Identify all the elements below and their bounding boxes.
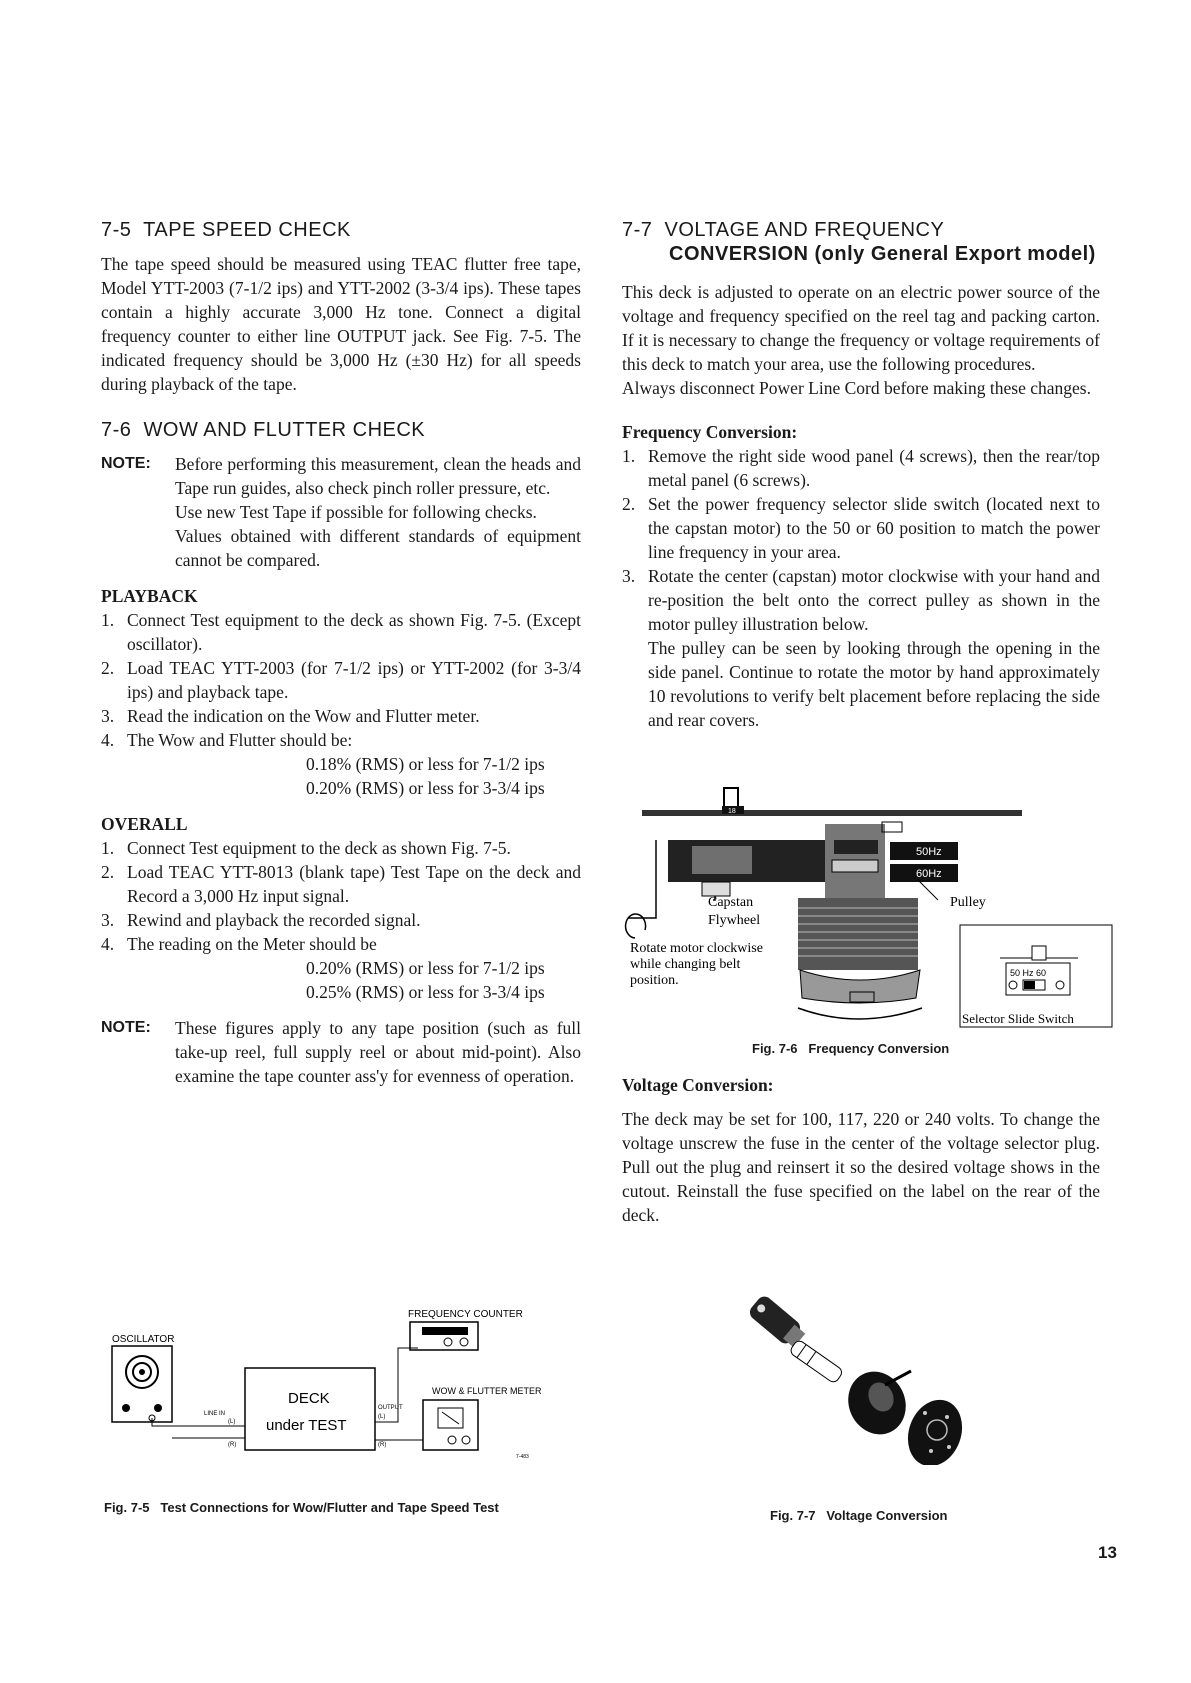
note-tape-position xyxy=(101,1016,581,1088)
line-in-label: LINE IN xyxy=(204,1411,226,1417)
playback-list xyxy=(101,608,581,752)
diagram-code: 7-483 xyxy=(516,1454,529,1460)
note-line: Before performing this measurement, clean the heads and Tape run guides, also check pinch roller pressure, etc. xyxy=(175,454,581,498)
list-item: 1. Remove the right side wood panel (4 screws), then the rear/top metal panel (6 screws). xyxy=(622,446,1100,490)
voltage-conversion-section xyxy=(622,1073,1100,1227)
output-r-label: (R) xyxy=(378,1442,387,1448)
selector-plug-illustration xyxy=(789,1339,844,1384)
capstan-label: Capstan xyxy=(708,895,754,910)
section-7-7-intro: This deck is adjusted to operate on an electric power source of the voltage and frequency specified on the reel tag and packing carton. If it is necessary to change the frequency or voltage requirements of this deck to match your area, use the following procedures. xyxy=(622,282,1100,374)
output-label: OUTPUT xyxy=(378,1405,403,1411)
overall-spec: 0.25% (RMS) or less for 3-3/4 ips xyxy=(306,982,545,1002)
note-line: Use new Test Tape if possible for following checks. xyxy=(175,502,537,522)
oscillator-box xyxy=(112,1346,172,1422)
list-item: 1. Connect Test equipment to the deck as shown Fig. 7-5. xyxy=(101,838,511,858)
section-7-7-heading: 7-7 VOLTAGE AND FREQUENCY CONVERSION (only General Export model) xyxy=(622,219,1096,265)
test-connections-figure xyxy=(108,1300,548,1460)
frequency-counter-label: FREQUENCY COUNTER xyxy=(408,1309,523,1320)
left-column xyxy=(101,218,581,1088)
overall-spec: 0.20% (RMS) or less for 7-1/2 ips xyxy=(306,958,545,978)
rotate-text-line2: while changing belt xyxy=(630,957,741,972)
selector-switch-label: Selector Slide Switch xyxy=(962,1011,1074,1026)
hz60-label: 60Hz xyxy=(916,868,942,880)
deck-box xyxy=(245,1368,375,1450)
overall-list xyxy=(101,836,581,956)
list-item: 4. The Wow and Flutter should be: xyxy=(101,730,353,750)
list-item: 2. Load TEAC YTT-2003 (for 7-1/2 ips) or YTT-2002 (for 3-3/4 ips) and playback tape. xyxy=(101,658,581,702)
voltage-conversion-figure xyxy=(735,1285,985,1465)
oscillator-label: OSCILLATOR xyxy=(112,1334,175,1345)
right-column xyxy=(622,218,1100,732)
note-label: NOTE: xyxy=(101,455,151,472)
output-l-label: (L) xyxy=(378,1414,386,1420)
frequency-conversion-heading: Frequency Conversion: xyxy=(622,422,798,442)
deck-under-test-label: under TEST xyxy=(266,1417,347,1434)
flywheel-label: Flywheel xyxy=(708,913,761,928)
note-before-measurement xyxy=(101,452,581,572)
playback-heading: PLAYBACK xyxy=(101,586,198,606)
list-item: 2. Load TEAC YTT-8013 (blank tape) Test Tape on the deck and Record a 3,000 Hz input signal. xyxy=(101,862,581,906)
list-item: 3. Rewind and playback the recorded signal. xyxy=(101,910,421,930)
overall-heading: OVERALL xyxy=(101,814,188,834)
section-7-5-body: The tape speed should be measured using TEAC flutter free tape, Model YTT-2003 (7-1/2 ips) and YTT-2002 (3-3/4 ips). These tapes contain a highly accurate 3,000 Hz tone. Connect a digital frequency counter to either line OUTPUT jack. See Fig. 7-5. The indicated frequency should be 3,000 Hz (±30 Hz) for all speeds during playback of the tape. xyxy=(101,254,581,394)
pulley-note: The pulley can be seen by looking through the opening in the side panel. Continue to rotate the motor by hand approximately 10 revolutions to verify belt placement before replacing the side and rear covers. xyxy=(648,638,1100,730)
playback-spec: 0.18% (RMS) or less for 7-1/2 ips xyxy=(306,754,545,774)
note-line: Values obtained with different standards of equipment cannot be compared. xyxy=(175,526,581,570)
figure-7-6-caption: Fig. 7-6 Frequency Conversion xyxy=(752,1041,950,1056)
list-item: 4. The reading on the Meter should be xyxy=(101,934,377,954)
voltage-socket xyxy=(899,1392,971,1465)
wow-flutter-meter-label: WOW & FLUTTER METER xyxy=(432,1386,542,1396)
section-7-6-heading: 7-6 WOW AND FLUTTER CHECK xyxy=(101,419,426,441)
capstan-motor xyxy=(798,898,918,970)
list-item: 3. Rotate the center (capstan) motor clockwise with your hand and re-position the belt onto the correct pulley as shown in the motor pulley illustration below. The pulley can be seen by looking through the opening in the side panel. Continue to rotate the motor by hand approximately 10 revolutions to verify belt placement before replacing the side and rear covers. xyxy=(622,566,1100,730)
pulley-label: Pulley xyxy=(950,895,986,910)
note-label: NOTE: xyxy=(101,1019,151,1036)
note-text: These figures apply to any tape position (such as full take-up reel, full supply reel or about mid-point). Also examine the tape counter ass'y for evenness of operation. xyxy=(175,1018,581,1086)
list-item: 1. Connect Test equipment to the deck as shown Fig. 7-5. (Except oscillator). xyxy=(101,610,581,654)
power-warning: Always disconnect Power Line Cord before making these changes. xyxy=(622,378,1091,398)
figure-7-7-caption: Fig. 7-7 Voltage Conversion xyxy=(770,1508,948,1523)
list-item: 2. Set the power frequency selector slide switch (located next to the capstan motor) to the 50 or 60 position to match the power line frequency in your area. xyxy=(622,494,1100,562)
rotate-text-line1: Rotate motor clockwise xyxy=(630,941,763,956)
page-number: 13 xyxy=(1098,1543,1117,1562)
line-in-r-label: (R) xyxy=(228,1442,237,1448)
line-in-l-label: (L) xyxy=(228,1419,236,1425)
playback-spec: 0.20% (RMS) or less for 3-3/4 ips xyxy=(306,778,545,798)
frequency-conversion-figure xyxy=(620,780,1120,1040)
tag-number: 18 xyxy=(728,808,736,815)
section-7-5-heading: 7-5 TAPE SPEED CHECK xyxy=(101,219,351,241)
frequency-counter-box xyxy=(410,1322,478,1350)
voltage-conversion-heading: Voltage Conversion: xyxy=(622,1075,774,1095)
voltage-conversion-body: The deck may be set for 100, 117, 220 or 240 volts. To change the voltage unscrew the fuse in the center of the voltage selector plug. Pull out the plug and reinsert it so the desired voltage shows in the cutout. Reinstall the fuse specified on the label on the rear of the deck. xyxy=(622,1109,1100,1225)
rotate-text-line3: position. xyxy=(630,973,679,988)
frequency-conversion-list xyxy=(622,444,1100,732)
list-item: 3. Read the indication on the Wow and Flutter meter. xyxy=(101,706,480,726)
switch-hz-label: 50 Hz 60 xyxy=(1010,968,1047,978)
top-plate xyxy=(642,810,1022,816)
hz50-label: 50Hz xyxy=(916,846,942,858)
figure-7-5-caption: Fig. 7-5 Test Connections for Wow/Flutter and Tape Speed Test xyxy=(104,1500,499,1515)
deck-label: DECK xyxy=(288,1390,330,1407)
